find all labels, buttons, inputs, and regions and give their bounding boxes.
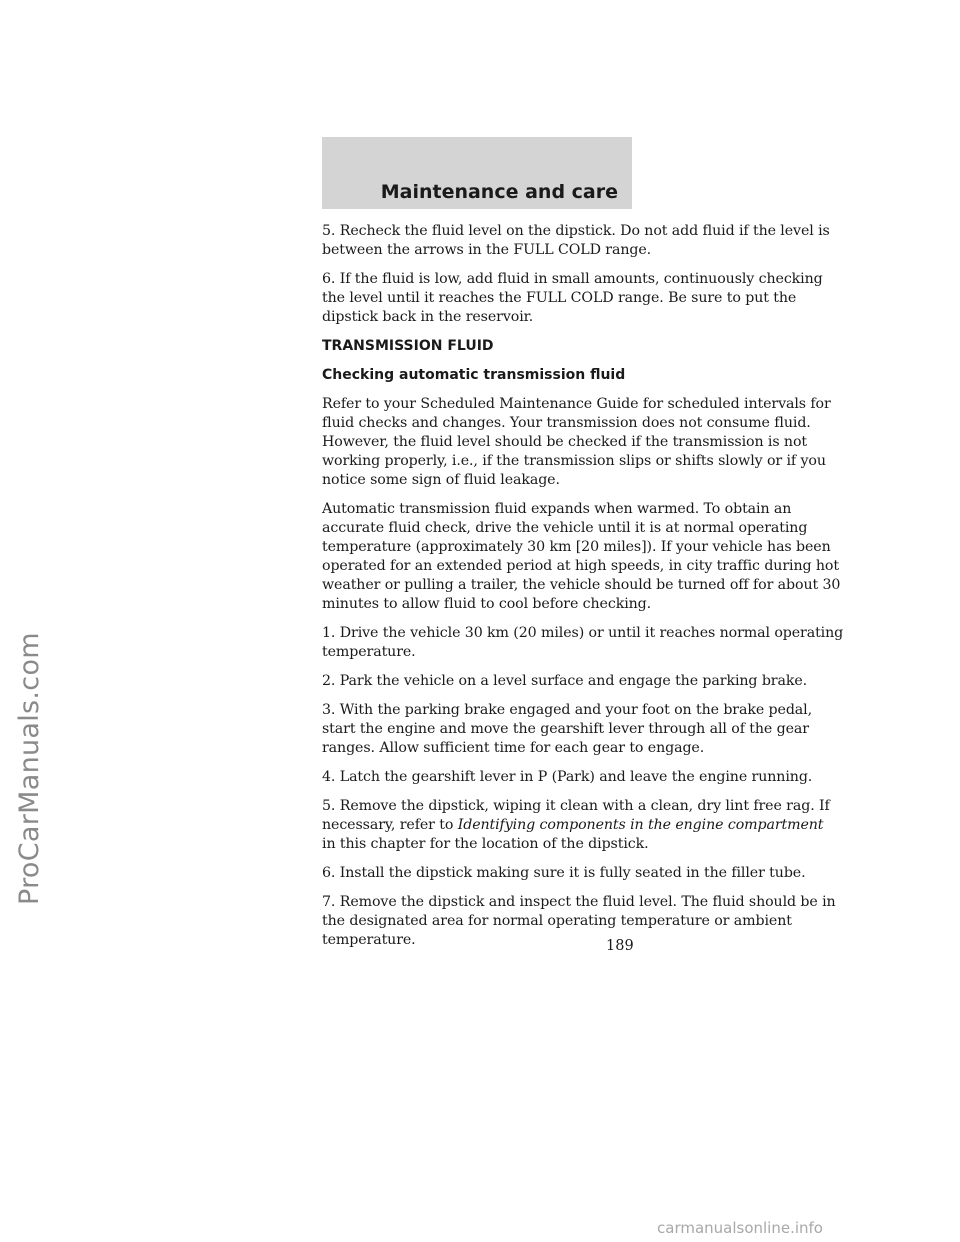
step-3 — [322, 701, 813, 758]
text-line: Refer to your Scheduled Maintenance Guide for scheduled intervals for — [322, 396, 831, 412]
text-line — [322, 816, 824, 835]
paragraph-recheck-fluid — [322, 222, 830, 260]
text-line: ranges. Allow sufficient time for each gear to engage. — [322, 740, 705, 756]
text-line: in this chapter for the location of the dipstick. — [322, 836, 649, 852]
text-line: the level until it reaches the FULL COLD range. Be sure to put the — [322, 290, 797, 306]
text-line: temperature (approximately 30 km [20 miles]). If your vehicle has been — [322, 539, 831, 555]
bottom-watermark: carmanualsonline.info — [657, 1219, 823, 1237]
text-line: 3. With the parking brake engaged and your foot on the brake pedal, — [322, 702, 813, 718]
section-title: Maintenance and care — [380, 181, 618, 203]
text-line: 5. Recheck the fluid level on the dipstick. Do not add fluid if the level is — [322, 223, 830, 239]
text-line: temperature. — [322, 932, 416, 948]
text-line: operated for an extended period at high speeds, in city traffic during hot — [322, 558, 839, 574]
text-line: start the engine and move the gearshift lever through all of the gear — [322, 721, 809, 737]
text-fragment: necessary, refer to — [322, 817, 458, 833]
text-line: working properly, i.e., if the transmission slips or shifts slowly or if you — [322, 453, 826, 469]
text-line: dipstick back in the reservoir. — [322, 309, 534, 325]
text-line: minutes to allow fluid to cool before checking. — [322, 596, 652, 612]
step-6 — [322, 864, 806, 883]
text-line: 1. Drive the vehicle 30 km (20 miles) or until it reaches normal operating — [322, 625, 844, 641]
subsection-heading: Checking automatic transmission fluid — [322, 367, 626, 383]
text-line: However, the fluid level should be checked if the transmission is not — [322, 434, 808, 450]
text-line: 2. Park the vehicle on a level surface and engage the parking brake. — [322, 673, 808, 689]
side-watermark: ProCarManuals.com — [14, 632, 45, 905]
text-line: 5. Remove the dipstick, wiping it clean with a clean, dry lint free rag. If — [322, 798, 830, 814]
text-line: fluid checks and changes. Your transmission does not consume fluid. — [322, 415, 811, 431]
paragraph-intro — [322, 395, 831, 490]
text-line: 6. If the fluid is low, add fluid in small amounts, continuously checking — [322, 271, 823, 287]
page-content — [322, 222, 844, 960]
text-line: Automatic transmission fluid expands when warmed. To obtain an — [322, 501, 792, 517]
step-4 — [322, 768, 813, 787]
section-header-band — [322, 137, 632, 209]
text-line: 4. Latch the gearshift lever in P (Park) and leave the engine running. — [322, 769, 813, 785]
text-line: 7. Remove the dipstick and inspect the fluid level. The fluid should be in — [322, 894, 836, 910]
page-number: 189 — [606, 938, 634, 954]
text-line: notice some sign of fluid leakage. — [322, 472, 560, 488]
paragraph-fluid-low — [322, 270, 823, 327]
step-7 — [322, 893, 836, 950]
paragraph-warm-fluid — [322, 500, 841, 614]
section-heading: TRANSMISSION FLUID — [322, 338, 494, 354]
text-line: accurate fluid check, drive the vehicle until it is at normal operating — [322, 520, 808, 536]
text-line: temperature. — [322, 644, 416, 660]
step-2 — [322, 672, 808, 691]
text-line: between the arrows in the FULL COLD range. — [322, 242, 652, 258]
step-5 — [322, 797, 830, 854]
step-1 — [322, 624, 844, 662]
cross-reference: Identifying components in the engine compartment — [457, 817, 824, 833]
text-line: 6. Install the dipstick making sure it is fully seated in the filler tube. — [322, 865, 806, 881]
text-line: weather or pulling a trailer, the vehicle should be turned off for about 30 — [322, 577, 841, 593]
text-line: the designated area for normal operating temperature or ambient — [322, 913, 792, 929]
